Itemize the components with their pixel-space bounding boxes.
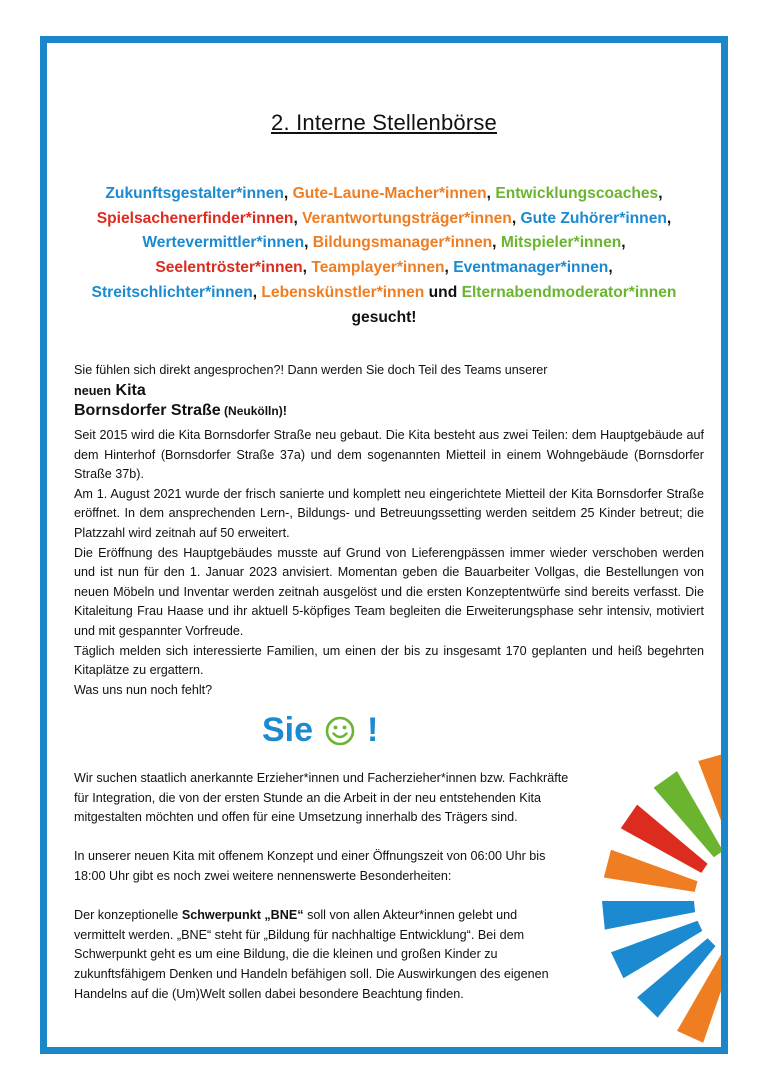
intro-street: Bornsdorfer Straße — [74, 402, 221, 420]
headline-job-title: Entwicklungscoaches — [495, 185, 659, 202]
headline-line — [61, 256, 707, 281]
headline-separator: , — [666, 209, 672, 227]
intro-paragraph — [74, 361, 569, 422]
headline-separator: , — [302, 259, 312, 277]
headline-job-title: Seelentröster*innen — [155, 259, 303, 277]
intro-end: ! — [282, 404, 287, 419]
history-line: Täglich melden sich interessierte Familien, um einen der bis zu insgesamt 170 geplanten und heiß begehrten Kitaplätze zu ergattern. — [74, 643, 704, 678]
headline-line — [61, 281, 707, 306]
history-line: Am 1. August 2021 wurde der frisch sanierte und komplett neu eingerichtete Mietteil der Kita Bornsdorfer Straße eröffnet. In dem ansprechenden Lern-, Bildungs- und Betreuungssetting werden seitdem 25 Kinder betreut; die Platzzahl wird zeitnah auf 50 erweitert. — [74, 486, 704, 540]
headline-job-title: Teamplayer*innen — [311, 259, 445, 277]
page-frame — [40, 36, 728, 1054]
headline-separator: , — [658, 185, 663, 202]
headline-separator: , — [293, 209, 303, 227]
sunburst-ray — [602, 901, 695, 930]
headline-job-title: Verantwortungsträger*innen — [302, 209, 512, 227]
headline-separator: , — [252, 283, 262, 301]
headline-line — [61, 182, 707, 207]
headline-separator: , — [283, 185, 293, 202]
intro-text: Sie fühlen sich direkt angesprochen?! Dann werden Sie doch Teil des Teams unserer — [74, 363, 548, 377]
headline-separator: und — [424, 283, 462, 301]
headline-job-title: Zukunftsgestalter*innen — [105, 185, 284, 202]
requirements-paragraph: Wir suchen staatlich anerkannte Erzieher*innen und Facherzieher*innen bzw. Fachkräfte für Integration, die von der ersten Stunde an die Arbeit in der neu entstehenden Kita mitgestalten möchten und offen für eine Umsetzung innerhalb des Trägers sind. — [74, 771, 569, 825]
headline-separator: , — [608, 259, 613, 277]
bne-bold: Schwerpunkt „BNE“ — [181, 908, 304, 923]
headline-separator: , — [492, 234, 501, 252]
headline-job-title: Gute Zuhörer*innen — [520, 209, 667, 227]
headline-job-title: Wertevermittler*innen — [142, 234, 305, 252]
sie-word: Sie — [262, 711, 314, 749]
sie-callout — [262, 711, 378, 750]
headline-job-title: Mitspieler*innen — [500, 234, 622, 252]
headline-separator: , — [621, 234, 626, 252]
headline-separator: gesucht! — [351, 308, 417, 326]
headline-separator: , — [304, 234, 313, 252]
history-line: Seit 2015 wird die Kita Bornsdorfer Straße neu gebaut. Die Kita besteht aus zwei Teilen: dem Hauptgebäude auf dem Hinterhof (Bornsdorfer Straße 37a) und dem sogenannten Mietteil in einem Wohngebäude (Bornsdorfer Straße 37b). — [74, 428, 704, 482]
bne-rest: soll von allen Akteur*innen gelebt und vermittelt werden. „BNE“ steht für „Bildung für nachhaltige Entwicklung“. Bei dem Schwerpunkt geht es um eine Bildung, die die kleinen und großen Kinder zu zukunftsfähigem Denken und Handeln befähigen soll. Die Auswirkungen des eigenen Handelns auf die (Um)Welt sollen dabei besondere Beachtung finden. — [74, 908, 549, 1001]
bne-start: Der konzeptionelle — [74, 908, 182, 923]
headline-separator: , — [511, 209, 521, 227]
headline-separator: , — [444, 259, 454, 277]
headline-job-title: Eventmanager*innen — [453, 259, 609, 277]
headline-job-title: Streitschlichter*innen — [91, 283, 253, 301]
history-paragraph — [74, 426, 704, 700]
intro-kita: Kita — [111, 381, 146, 399]
headline-job-title: Bildungsmanager*innen — [312, 234, 493, 252]
job-paragraphs — [74, 769, 569, 1024]
headline-job-title: Spielsachenerfinder*innen — [96, 209, 294, 227]
headline-job-title: Elternabendmoderator*innen — [461, 283, 677, 301]
history-line: Was uns nun noch fehlt? — [74, 682, 213, 697]
headline-job-title: Lebenskünstler*innen — [261, 283, 425, 301]
intro-bold-neuen: neuen — [74, 383, 112, 398]
headline-line — [61, 306, 707, 331]
sie-exclaim: ! — [367, 711, 379, 749]
job-titles-headline — [61, 182, 707, 330]
concept-paragraph: In unserer neuen Kita mit offenem Konzept und einer Öffnungszeit von 06:00 Uhr bis 18:00 Uhr gibt es noch zwei weitere nennenswerte Besonderheiten: — [74, 849, 546, 883]
headline-job-title: Gute-Laune-Macher*innen — [292, 185, 487, 202]
headline-line — [61, 207, 707, 232]
headline-line — [61, 231, 707, 256]
sunburst-rays-icon — [592, 749, 721, 1054]
bne-paragraph — [74, 906, 569, 1004]
smiley-icon — [325, 716, 355, 746]
intro-district: (Neukölln) — [220, 404, 283, 419]
headline-separator: , — [486, 185, 496, 202]
page-title: 2. Interne Stellenbörse — [271, 110, 497, 135]
history-line: Die Eröffnung des Hauptgebäudes musste auf Grund von Lieferengpässen immer wieder verschoben werden und ist nun für den 1. Januar 2023 anvisiert. Momentan geben die Bauarbeiter Vollgas, die Bestellungen von neuen Möbeln und Inventar werden zeitnah ausgelöst und die ersten Konzeptentwürfe sind bereits verfasst. Die Kitaleitung Frau Haase und ihr aktuell 5-köpfiges Team begleiten die Erweiterungsphase sehr intensiv, motiviert und mit gespannter Vorfreude. — [74, 545, 704, 638]
